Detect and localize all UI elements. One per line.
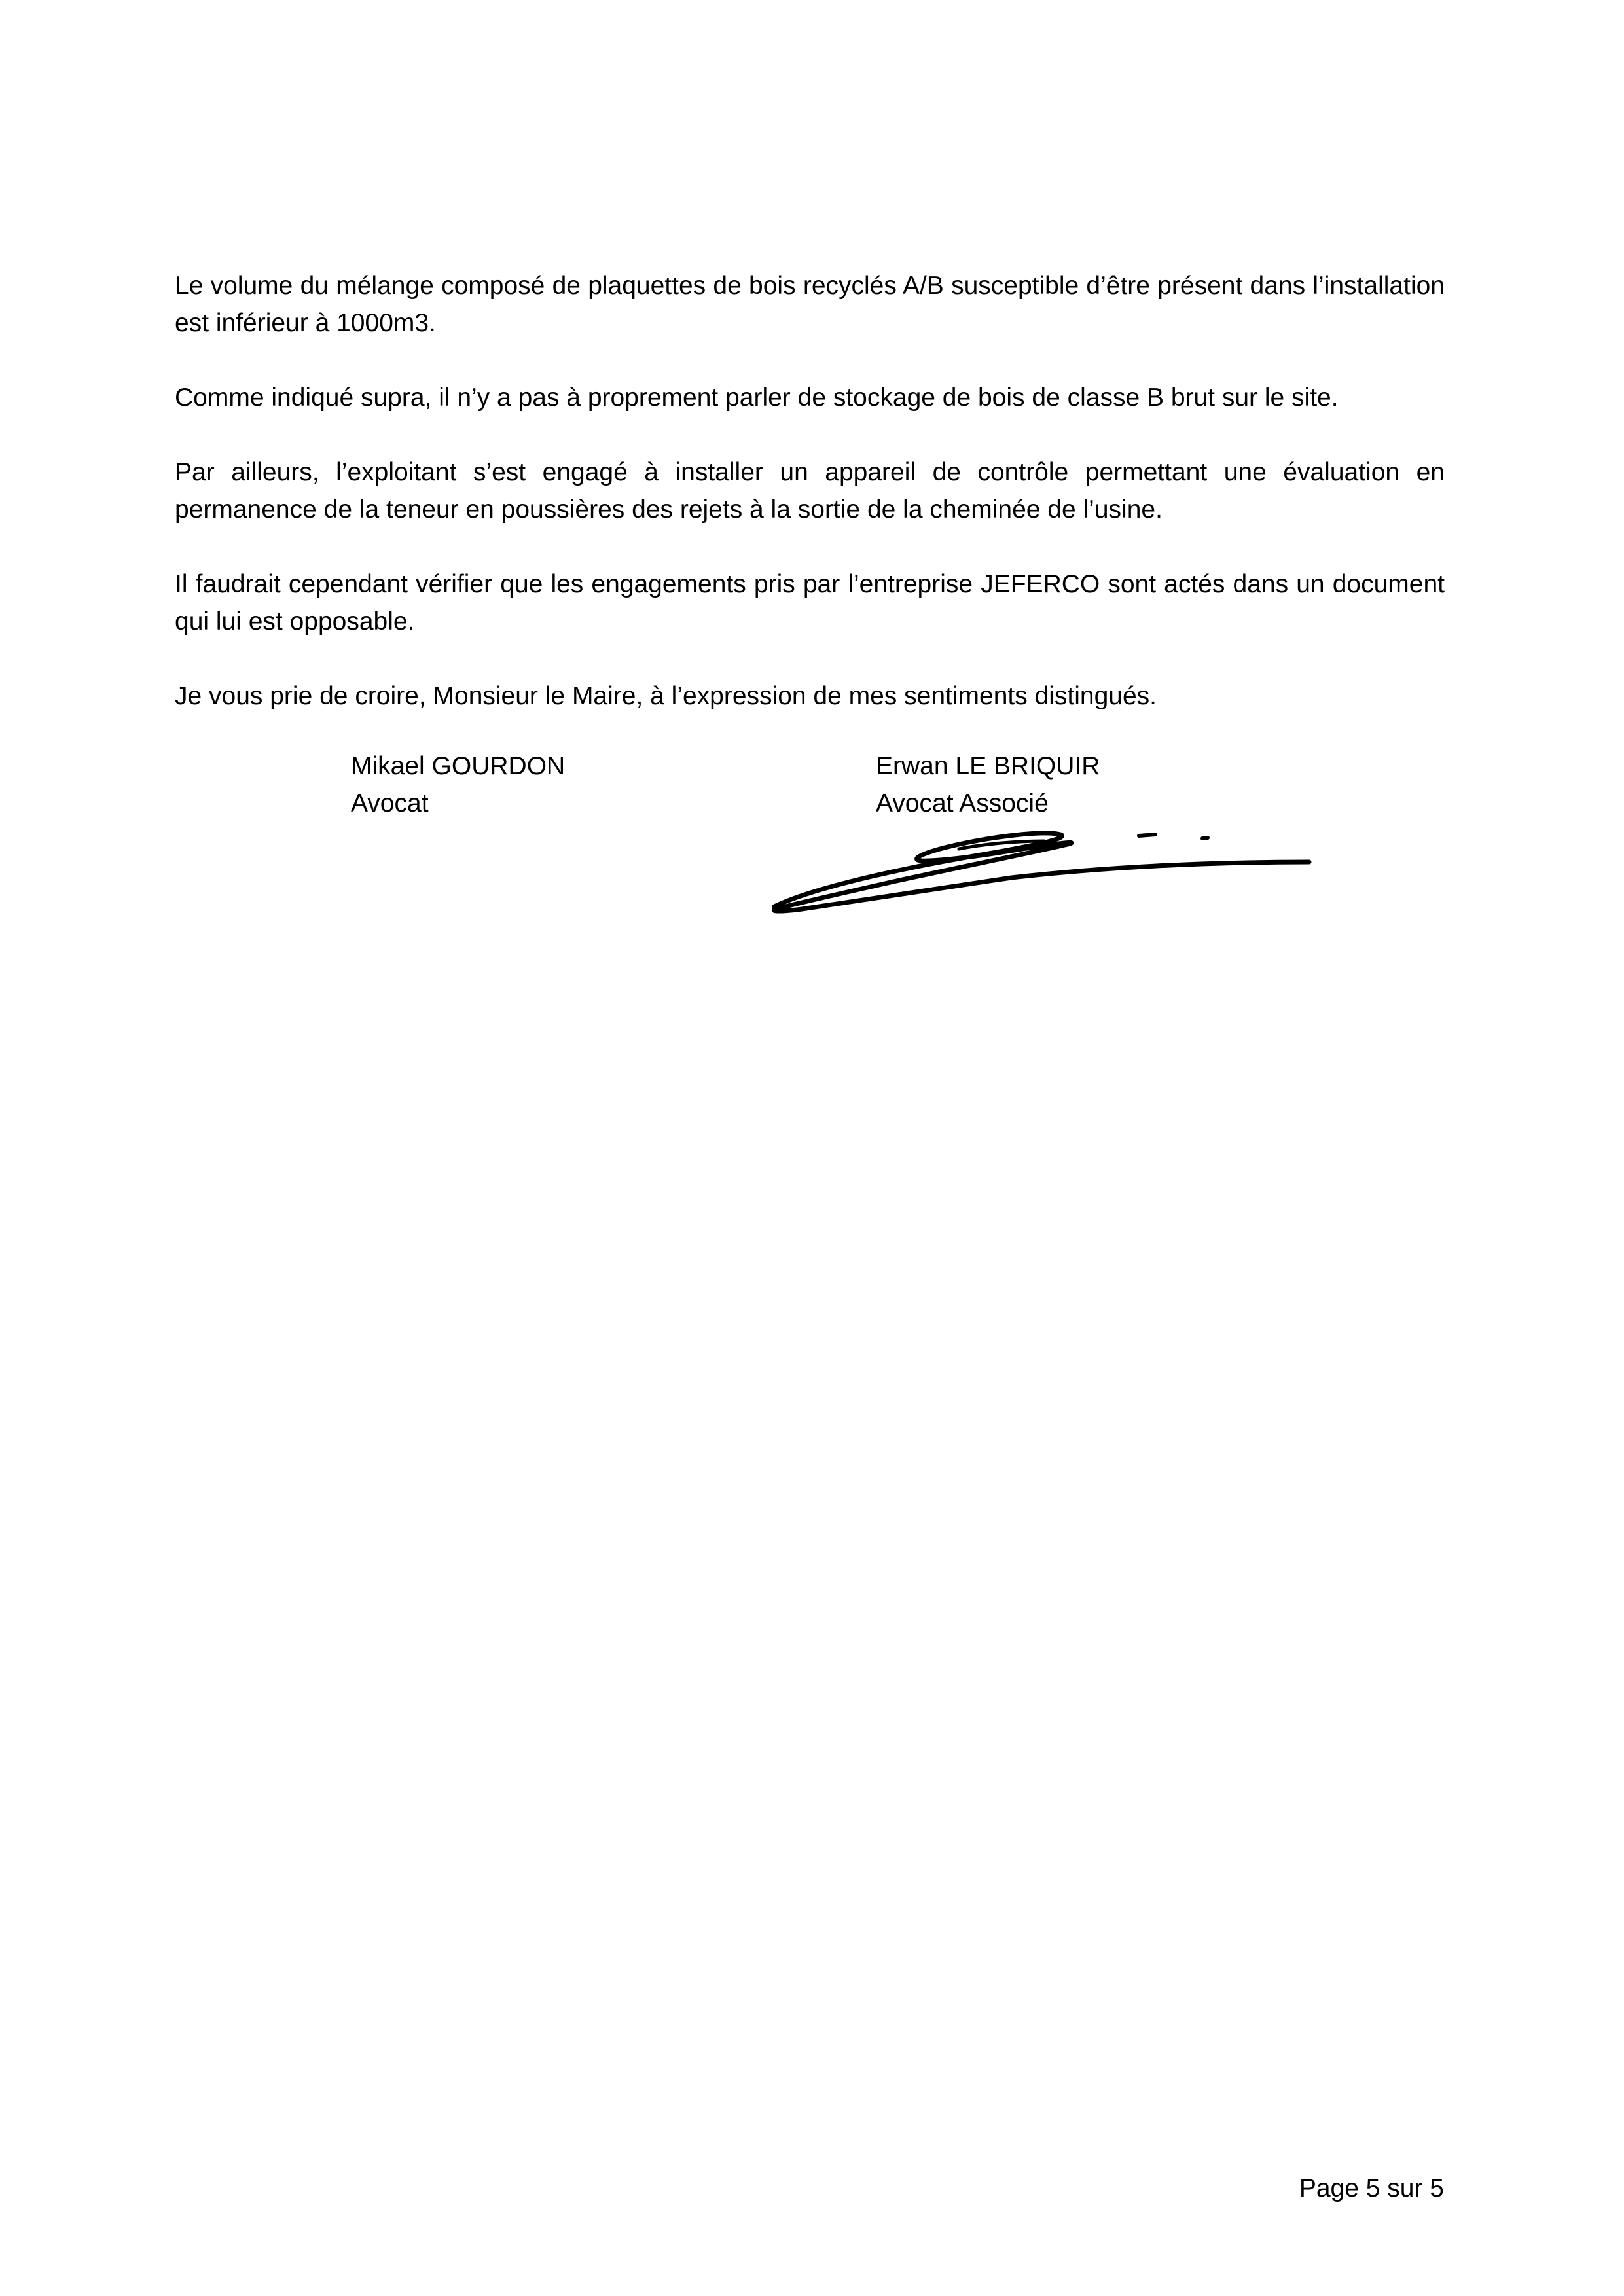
signatory-name: Mikael GOURDON bbox=[351, 752, 566, 780]
signatory-title: Avocat bbox=[351, 789, 429, 817]
page-number: Page 5 sur 5 bbox=[1299, 2174, 1444, 2202]
letter-body bbox=[175, 267, 1445, 752]
paragraph-controle: Par ailleurs, l’exploitant s’est engagé à installer un appareil de contrôle permettant une évaluation en permanence de la teneur en poussières des rejets à la sortie de la cheminée de l’usine. bbox=[175, 458, 1445, 524]
signatory-name: Erwan LE BRIQUIR bbox=[876, 752, 1100, 780]
signatory-title: Avocat Associé bbox=[876, 789, 1049, 817]
paragraph-stockage: Comme indiqué supra, il n’y a pas à proprement parler de stockage de bois de classe B brut sur le site. bbox=[175, 384, 1339, 412]
paragraph-engagements: Il faudrait cependant vérifier que les engagements pris par l’entreprise JEFERCO sont actés dans un document qui lui est opposable. bbox=[175, 570, 1445, 636]
signatory-left bbox=[351, 747, 565, 822]
handwritten-signature bbox=[763, 821, 1312, 926]
paragraph-closing: Je vous prie de croire, Monsieur le Maire, à l’expression de mes sentiments distingués. bbox=[175, 682, 1157, 710]
paragraph-volume: Le volume du mélange composé de plaquettes de bois recyclés A/B susceptible d’être présent dans l’installation est inférieur à 1000m3. bbox=[175, 272, 1445, 337]
signatory-right bbox=[876, 747, 1100, 822]
